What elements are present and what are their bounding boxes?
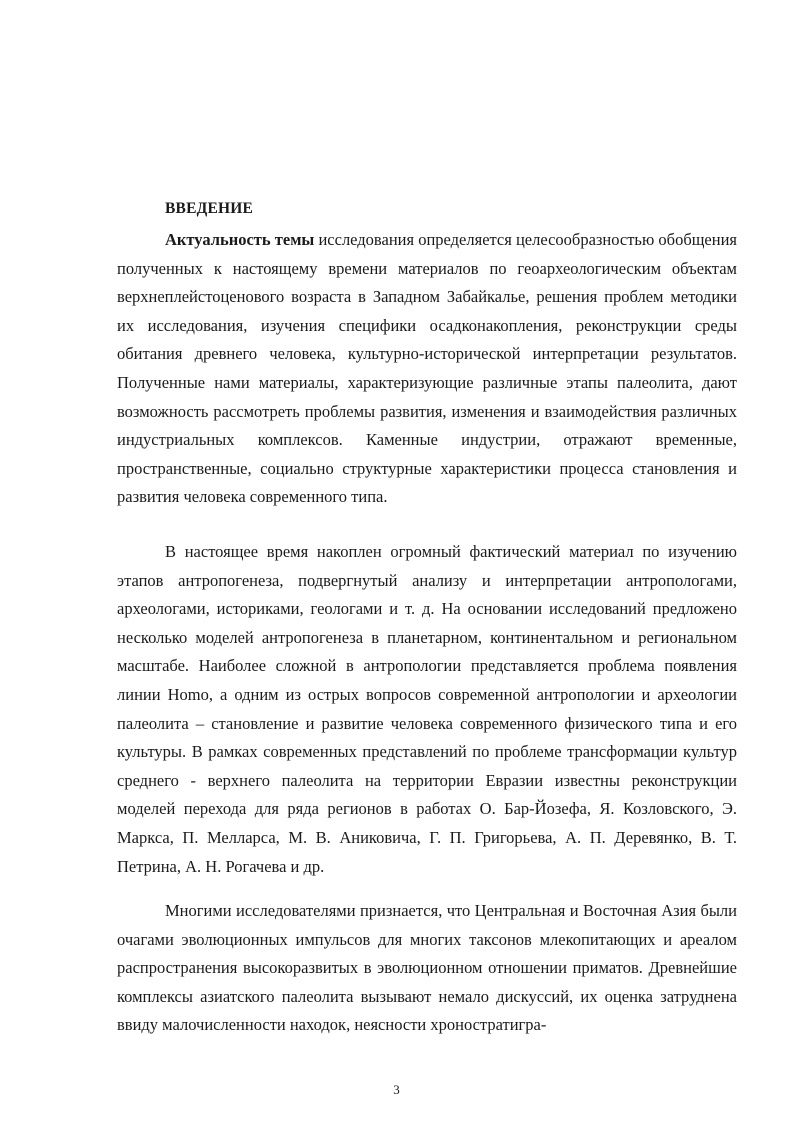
page-number: 3	[393, 1082, 400, 1097]
paragraph-anthropogenesis-text: В настоящее время накоплен огромный фактический материал по изучению этапов антропогенеза, подвергнутый анализу и интерпретации антропологами, археологами, историками, геологами и т. д. На основании исследований предложено несколько моделей антропогенеза в планетарном, континентальном и региональном масштабе. Наиболее сложной в антропологии представляется проблема появления линии Homo, а одним из острых вопросов современной антропологии и археологии палеолита – становление и развитие человека современного физического типа и его культуры. В рамках современных представлений по проблеме трансформации культур среднего - верхнего палеолита на территории Евразии известны реконструкции моделей перехода для ряда регионов в работах О. Бар-Йозефа, Я. Козловского, Э. Маркса, П. Мелларса, М. В. Аниковича, Г. П. Григорьева, А. П. Деревянко, В. Т. Петрина, А. Н. Рогачева и др.	[117, 542, 737, 876]
paragraph-relevance	[117, 226, 737, 512]
relevance-term: Актуальность темы	[165, 230, 315, 249]
paragraph-central-asia-text: Многими исследователями признается, что Центральная и Восточная Азия были очагами эволюционных импульсов для многих таксонов млекопитающих и ареалом распространения высокоразвитых в эволюционном отношении приматов. Древнейшие комплексы азиатского палеолита вызывают немало дискуссий, их оценка затруднена ввиду малочисленности находок, неясности хроностратигра-	[117, 901, 737, 1035]
paragraph-relevance-text	[117, 226, 737, 512]
section-heading: ВВЕДЕНИЕ	[165, 200, 254, 217]
paragraph-central-asia	[117, 897, 737, 1040]
relevance-body: исследования определяется целесообразностью обобщения полученных к настоящему времени материалов по геоархеологическим объектам верхнеплейстоценового возраста в Западном Забайкалье, решения проблем методики их исследования, изучения специфики осадконакопления, реконструкции среды обитания древнего человека, культурно-исторической интерпретации результатов. Полученные нами материалы, характеризующие различные этапы палеолита, дают возможность рассмотреть проблемы развития, изменения и взаимодействия различных индустриальных комплексов. Каменные индустрии, отражают временные, пространственные, социально структурные характеристики процесса становления и развития человека современного типа.	[117, 230, 737, 507]
paragraph-anthropogenesis	[117, 538, 737, 881]
